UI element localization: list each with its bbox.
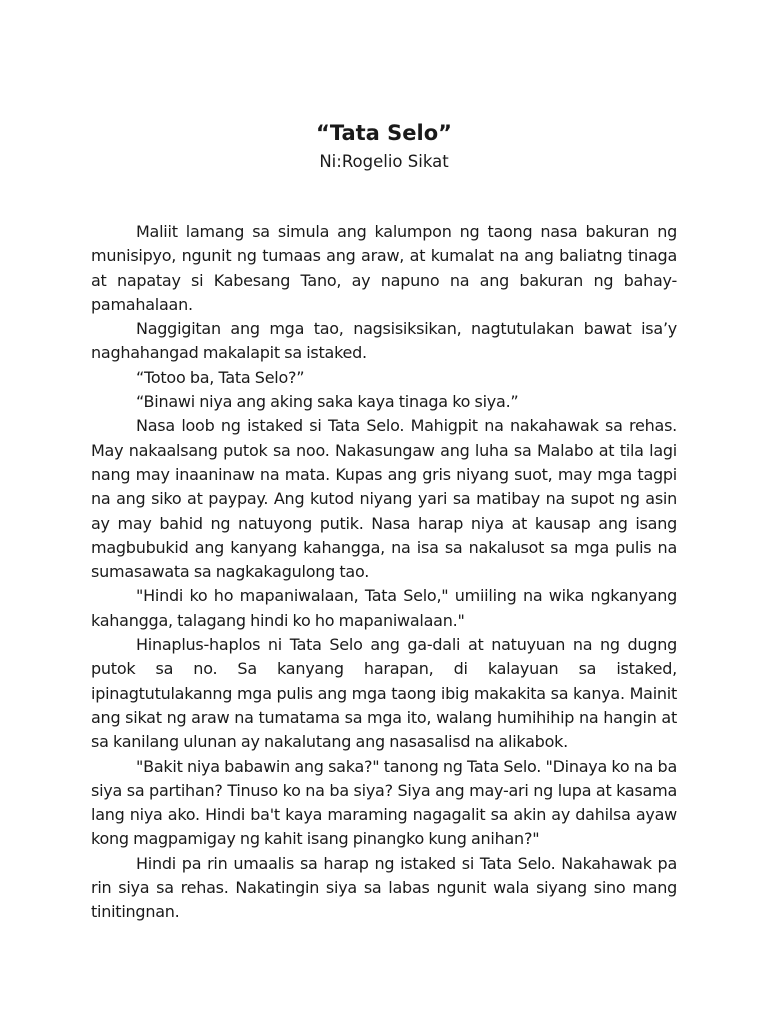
paragraph: "Hindi ko ho mapaniwalaan, Tata Selo," umiiling na wika ngkanyang kahangga, talagang hindi ko ho mapaniwalaan."	[91, 586, 677, 630]
document-title: “Tata Selo”	[316, 121, 452, 145]
paragraph: Nasa loob ng istaked si Tata Selo. Mahigpit na nakahawak sa rehas. May nakaalsang putok sa noo. Nakasungaw ang luha sa Malabo at tila lagi nang may inaaninaw na mata. Kupas ang gris niyang suot, may mga tagpi na ang siko at paypay. Ang kutod niyang yari sa matibay na supot ng asin ay may bahid ng natuyong putik. Nasa harap niya at kausap ang isang magbubukid ang kanyang kahangga, na isa sa nakalusot sa mga pulis na sumasawata sa nagkakagulong tao.	[91, 416, 677, 582]
document-body	[91, 220, 677, 925]
paragraph: Maliit lamang sa simula ang kalumpon ng taong nasa bakuran ng munisipyo, ngunit ng tumaas ang araw, at kumalat na ang baliatng tinaga at napatay si Kabesang Tano, ay napuno na ang bakuran ng bahay-pamahalaan.	[91, 222, 677, 314]
paragraph: “Totoo ba, Tata Selo?”	[136, 367, 305, 387]
paragraph: Hindi pa rin umaalis sa harap ng istaked si Tata Selo. Nakahawak pa rin siya sa rehas. Nakatingin siya sa labas ngunit wala siyang sino mang tinitingnan.	[91, 853, 677, 922]
paragraph: “Binawi niya ang aking saka kaya tinaga ko siya.”	[136, 392, 519, 412]
paragraph: Naggigitan ang mga tao, nagsisiksikan, nagtutulakan bawat isa’y naghahangad makalapit sa istaked.	[91, 319, 677, 363]
paragraph: "Bakit niya babawin ang saka?" tanong ng Tata Selo. "Dinaya ko na ba siya sa partihan? Tinuso ko na ba siya? Siya ang may-ari ng lupa at kasama lang niya ako. Hindi ba't kaya maraming nagagalit sa akin ay dahilsa ayaw kong magpamigay ng kahit isang pinangko kung anihan?"	[91, 756, 677, 849]
paragraph: Hinaplus-haplos ni Tata Selo ang ga-dali at natuyuan na ng dugng putok sa no. Sa kanyang harapan, di kalayuan sa istaked, ipinagtutulakanng mga pulis ang mga taong ibig makakita sa kanya. Mainit ang sikat ng araw na tumatama sa mga ito, walang humihihip na hangin at sa kanilang ulunan ay nakalutang ang nasasalisd na alikabok.	[91, 635, 677, 752]
document-author: Ni:Rogelio Sikat	[319, 152, 449, 171]
